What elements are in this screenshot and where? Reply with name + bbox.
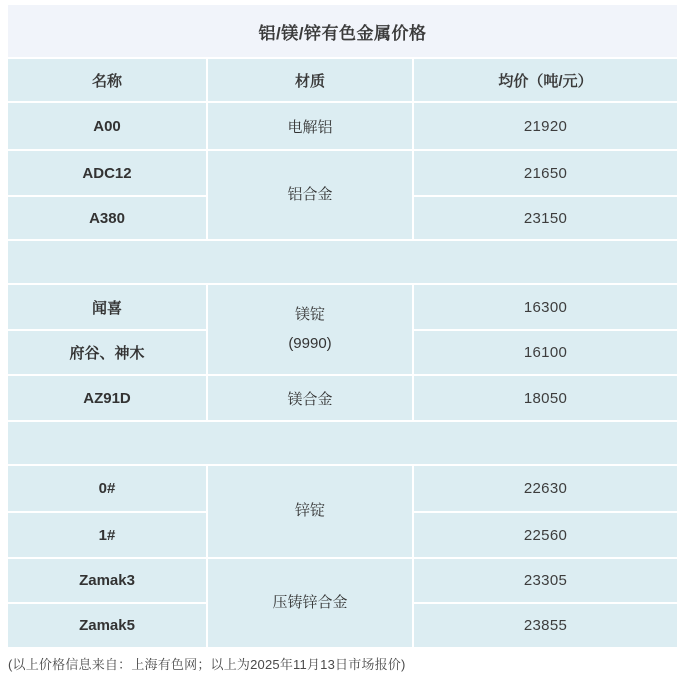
cell-name-fugu-shenmu: 府谷、神木 <box>8 331 206 374</box>
magnesium-section <box>8 285 677 420</box>
column-header-material: 材质 <box>208 59 412 101</box>
cell-name-zamak3: Zamak3 <box>8 559 206 602</box>
cell-name-a00: A00 <box>8 103 206 149</box>
magnesium-ingot-grade: (9990) <box>288 334 332 352</box>
cell-price-1hash: 22560 <box>414 513 677 557</box>
cell-material-diecast-zinc-alloy: 压铸锌合金 <box>208 559 412 647</box>
cell-price-a380: 23150 <box>414 197 677 239</box>
column-header-name: 名称 <box>8 59 206 101</box>
magnesium-ingot-label: 镁锭 <box>294 306 325 323</box>
zinc-section <box>8 466 677 647</box>
cell-name-0hash: 0# <box>8 466 206 511</box>
cell-material-magnesium-alloy: 镁合金 <box>208 376 412 420</box>
cell-name-adc12: ADC12 <box>8 151 206 195</box>
cell-name-a380: A380 <box>8 197 206 239</box>
cell-price-wenxi: 16300 <box>414 285 677 329</box>
cell-material-magnesium-ingot <box>208 285 412 374</box>
column-header-price: 均价（吨/元） <box>414 59 677 101</box>
cell-price-fugu-shenmu: 16100 <box>414 331 677 374</box>
source-note: (以上价格信息来自：上海有色网；以上为2025年11月13日市场报价) <box>8 657 406 672</box>
cell-price-adc12: 21650 <box>414 151 677 195</box>
cell-price-az91d: 18050 <box>414 376 677 420</box>
cell-name-zamak5: Zamak5 <box>8 604 206 647</box>
cell-name-az91d: AZ91D <box>8 376 206 420</box>
aluminum-section <box>8 59 677 239</box>
cell-name-1hash: 1# <box>8 513 206 557</box>
cell-name-wenxi: 闻喜 <box>8 285 206 329</box>
page-title: 铝/镁/锌有色金属价格 <box>8 5 677 57</box>
cell-price-zamak3: 23305 <box>414 559 677 602</box>
cell-material-electrolytic-aluminum: 电解铝 <box>208 103 412 149</box>
cell-material-zinc-ingot: 锌锭 <box>208 466 412 557</box>
cell-price-0hash: 22630 <box>414 466 677 511</box>
cell-price-zamak5: 23855 <box>414 604 677 647</box>
cell-price-a00: 21920 <box>414 103 677 149</box>
cell-material-aluminum-alloy: 铝合金 <box>208 151 412 239</box>
section-spacer <box>8 241 677 283</box>
section-spacer <box>8 422 677 464</box>
